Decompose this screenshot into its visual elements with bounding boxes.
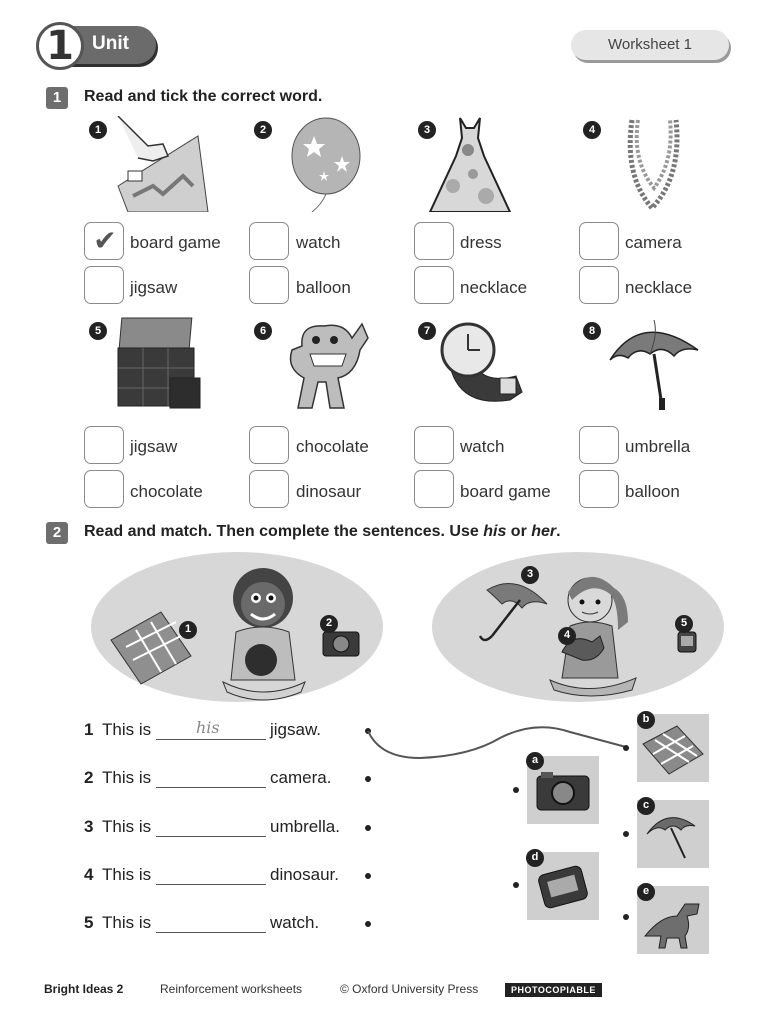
- answer-blank[interactable]: [156, 884, 266, 885]
- option-label: chocolate: [130, 482, 203, 501]
- match-dot[interactable]: [623, 745, 629, 751]
- footer-copyright: © Oxford University Press: [340, 982, 479, 996]
- option-label: balloon: [625, 482, 680, 501]
- item-2-option-1-checkbox[interactable]: [249, 222, 289, 260]
- dress-picture: [418, 116, 522, 212]
- sentence-number: 5: [84, 913, 94, 932]
- option-label: dinosaur: [296, 482, 362, 501]
- option-label: dress: [460, 233, 502, 252]
- option-label: camera: [625, 233, 682, 252]
- match-letter: a: [526, 752, 544, 770]
- worksheet-label: Worksheet 1: [571, 30, 729, 60]
- oval-label: 2: [320, 615, 338, 633]
- instruction-word-his: his: [483, 523, 507, 540]
- instruction-word-her: her: [531, 523, 557, 540]
- exercise-2-instruction: [84, 523, 561, 541]
- oval-label: 4: [558, 627, 576, 645]
- sentence-start: This is: [102, 817, 152, 836]
- sentence-end: camera.: [270, 768, 332, 787]
- instruction-text: Read and match. Then complete the sentences. Use: [84, 523, 484, 540]
- item-8-option-1-checkbox[interactable]: [579, 426, 619, 464]
- item-2-option-2-checkbox[interactable]: [249, 266, 289, 304]
- oval-label: 1: [179, 621, 197, 639]
- sentence-number: 3: [84, 817, 94, 836]
- unit-label: Unit: [92, 33, 129, 54]
- sentence-end: watch.: [270, 913, 320, 932]
- item-1-option-1-checkbox[interactable]: [84, 222, 124, 260]
- sentence-end: umbrella.: [270, 817, 340, 836]
- match-dot[interactable]: [365, 873, 371, 879]
- item-7-option-2-checkbox[interactable]: [414, 470, 454, 508]
- match-dot[interactable]: [623, 914, 629, 920]
- item-number: 8: [583, 322, 601, 340]
- item-3-option-2-checkbox[interactable]: [414, 266, 454, 304]
- instruction-text: .: [556, 523, 561, 540]
- sentence-number: 4: [84, 865, 94, 884]
- board-game-picture: [108, 116, 212, 212]
- item-number: 7: [418, 322, 436, 340]
- option-label: necklace: [625, 278, 693, 297]
- item-number: 2: [254, 121, 272, 139]
- exercise-2-number: 2: [46, 522, 68, 544]
- item-6-option-1-checkbox[interactable]: [249, 426, 289, 464]
- option-label: watch: [296, 233, 341, 252]
- exercise-1-number: 1: [46, 87, 68, 109]
- option-label: jigsaw: [130, 437, 178, 456]
- dinosaur-picture: [272, 316, 376, 412]
- item-number: 6: [254, 322, 272, 340]
- option-label: jigsaw: [130, 278, 178, 297]
- option-label: board game: [460, 482, 551, 501]
- item-8-option-2-checkbox[interactable]: [579, 470, 619, 508]
- match-letter: c: [637, 797, 655, 815]
- match-dot[interactable]: [513, 882, 519, 888]
- match-dot[interactable]: [623, 831, 629, 837]
- sentence-start: This is: [102, 865, 152, 884]
- example-answer: his: [196, 718, 220, 737]
- option-label: balloon: [296, 278, 351, 297]
- sentence-number: 1: [84, 720, 94, 739]
- item-number: 3: [418, 121, 436, 139]
- sentence-start: This is: [102, 720, 152, 739]
- option-label: necklace: [460, 278, 528, 297]
- sentence-number: 2: [84, 768, 94, 787]
- match-dot[interactable]: [513, 787, 519, 793]
- item-5-option-1-checkbox[interactable]: [84, 426, 124, 464]
- match-dot[interactable]: [365, 825, 371, 831]
- item-5-option-2-checkbox[interactable]: [84, 470, 124, 508]
- boy-scene-picture: [91, 552, 383, 702]
- option-label: chocolate: [296, 437, 369, 456]
- sentence-start: This is: [102, 913, 152, 932]
- item-4-option-1-checkbox[interactable]: [579, 222, 619, 260]
- balloon-picture: [272, 116, 376, 212]
- unit-number: 1: [46, 23, 74, 69]
- item-number: 4: [583, 121, 601, 139]
- footer-series: Reinforcement worksheets: [160, 982, 303, 996]
- sentence-end: dinosaur.: [270, 865, 339, 884]
- tick-mark: ✔: [93, 225, 117, 256]
- option-label: umbrella: [625, 437, 691, 456]
- item-3-option-1-checkbox[interactable]: [414, 222, 454, 260]
- oval-label: 5: [675, 615, 693, 633]
- match-letter: e: [637, 883, 655, 901]
- umbrella-picture: [602, 316, 706, 412]
- answer-blank[interactable]: [156, 787, 266, 788]
- chocolate-picture: [108, 316, 212, 412]
- item-number: 5: [89, 322, 107, 340]
- instruction-text: or: [506, 523, 532, 540]
- answer-blank[interactable]: [156, 739, 266, 740]
- oval-label: 3: [521, 566, 539, 584]
- watch-picture: [430, 316, 534, 412]
- match-dot[interactable]: [365, 921, 371, 927]
- item-6-option-2-checkbox[interactable]: [249, 470, 289, 508]
- item-4-option-2-checkbox[interactable]: [579, 266, 619, 304]
- item-1-option-2-checkbox[interactable]: [84, 266, 124, 304]
- match-dot[interactable]: [365, 776, 371, 782]
- photocopiable-tag: PHOTOCOPIABLE: [505, 983, 602, 997]
- option-label: board game: [130, 233, 221, 252]
- match-letter: b: [637, 711, 655, 729]
- sentence-end: jigsaw.: [270, 720, 322, 739]
- item-7-option-1-checkbox[interactable]: [414, 426, 454, 464]
- item-number: 1: [89, 121, 107, 139]
- necklace-picture: [602, 116, 706, 212]
- answer-blank[interactable]: [156, 836, 266, 837]
- match-letter: d: [526, 849, 544, 867]
- sentence-start: This is: [102, 768, 152, 787]
- exercise-1-instruction: Read and tick the correct word.: [84, 88, 323, 105]
- footer-brand: Bright Ideas 2: [44, 982, 124, 996]
- option-label: watch: [460, 437, 505, 456]
- answer-blank[interactable]: [156, 932, 266, 933]
